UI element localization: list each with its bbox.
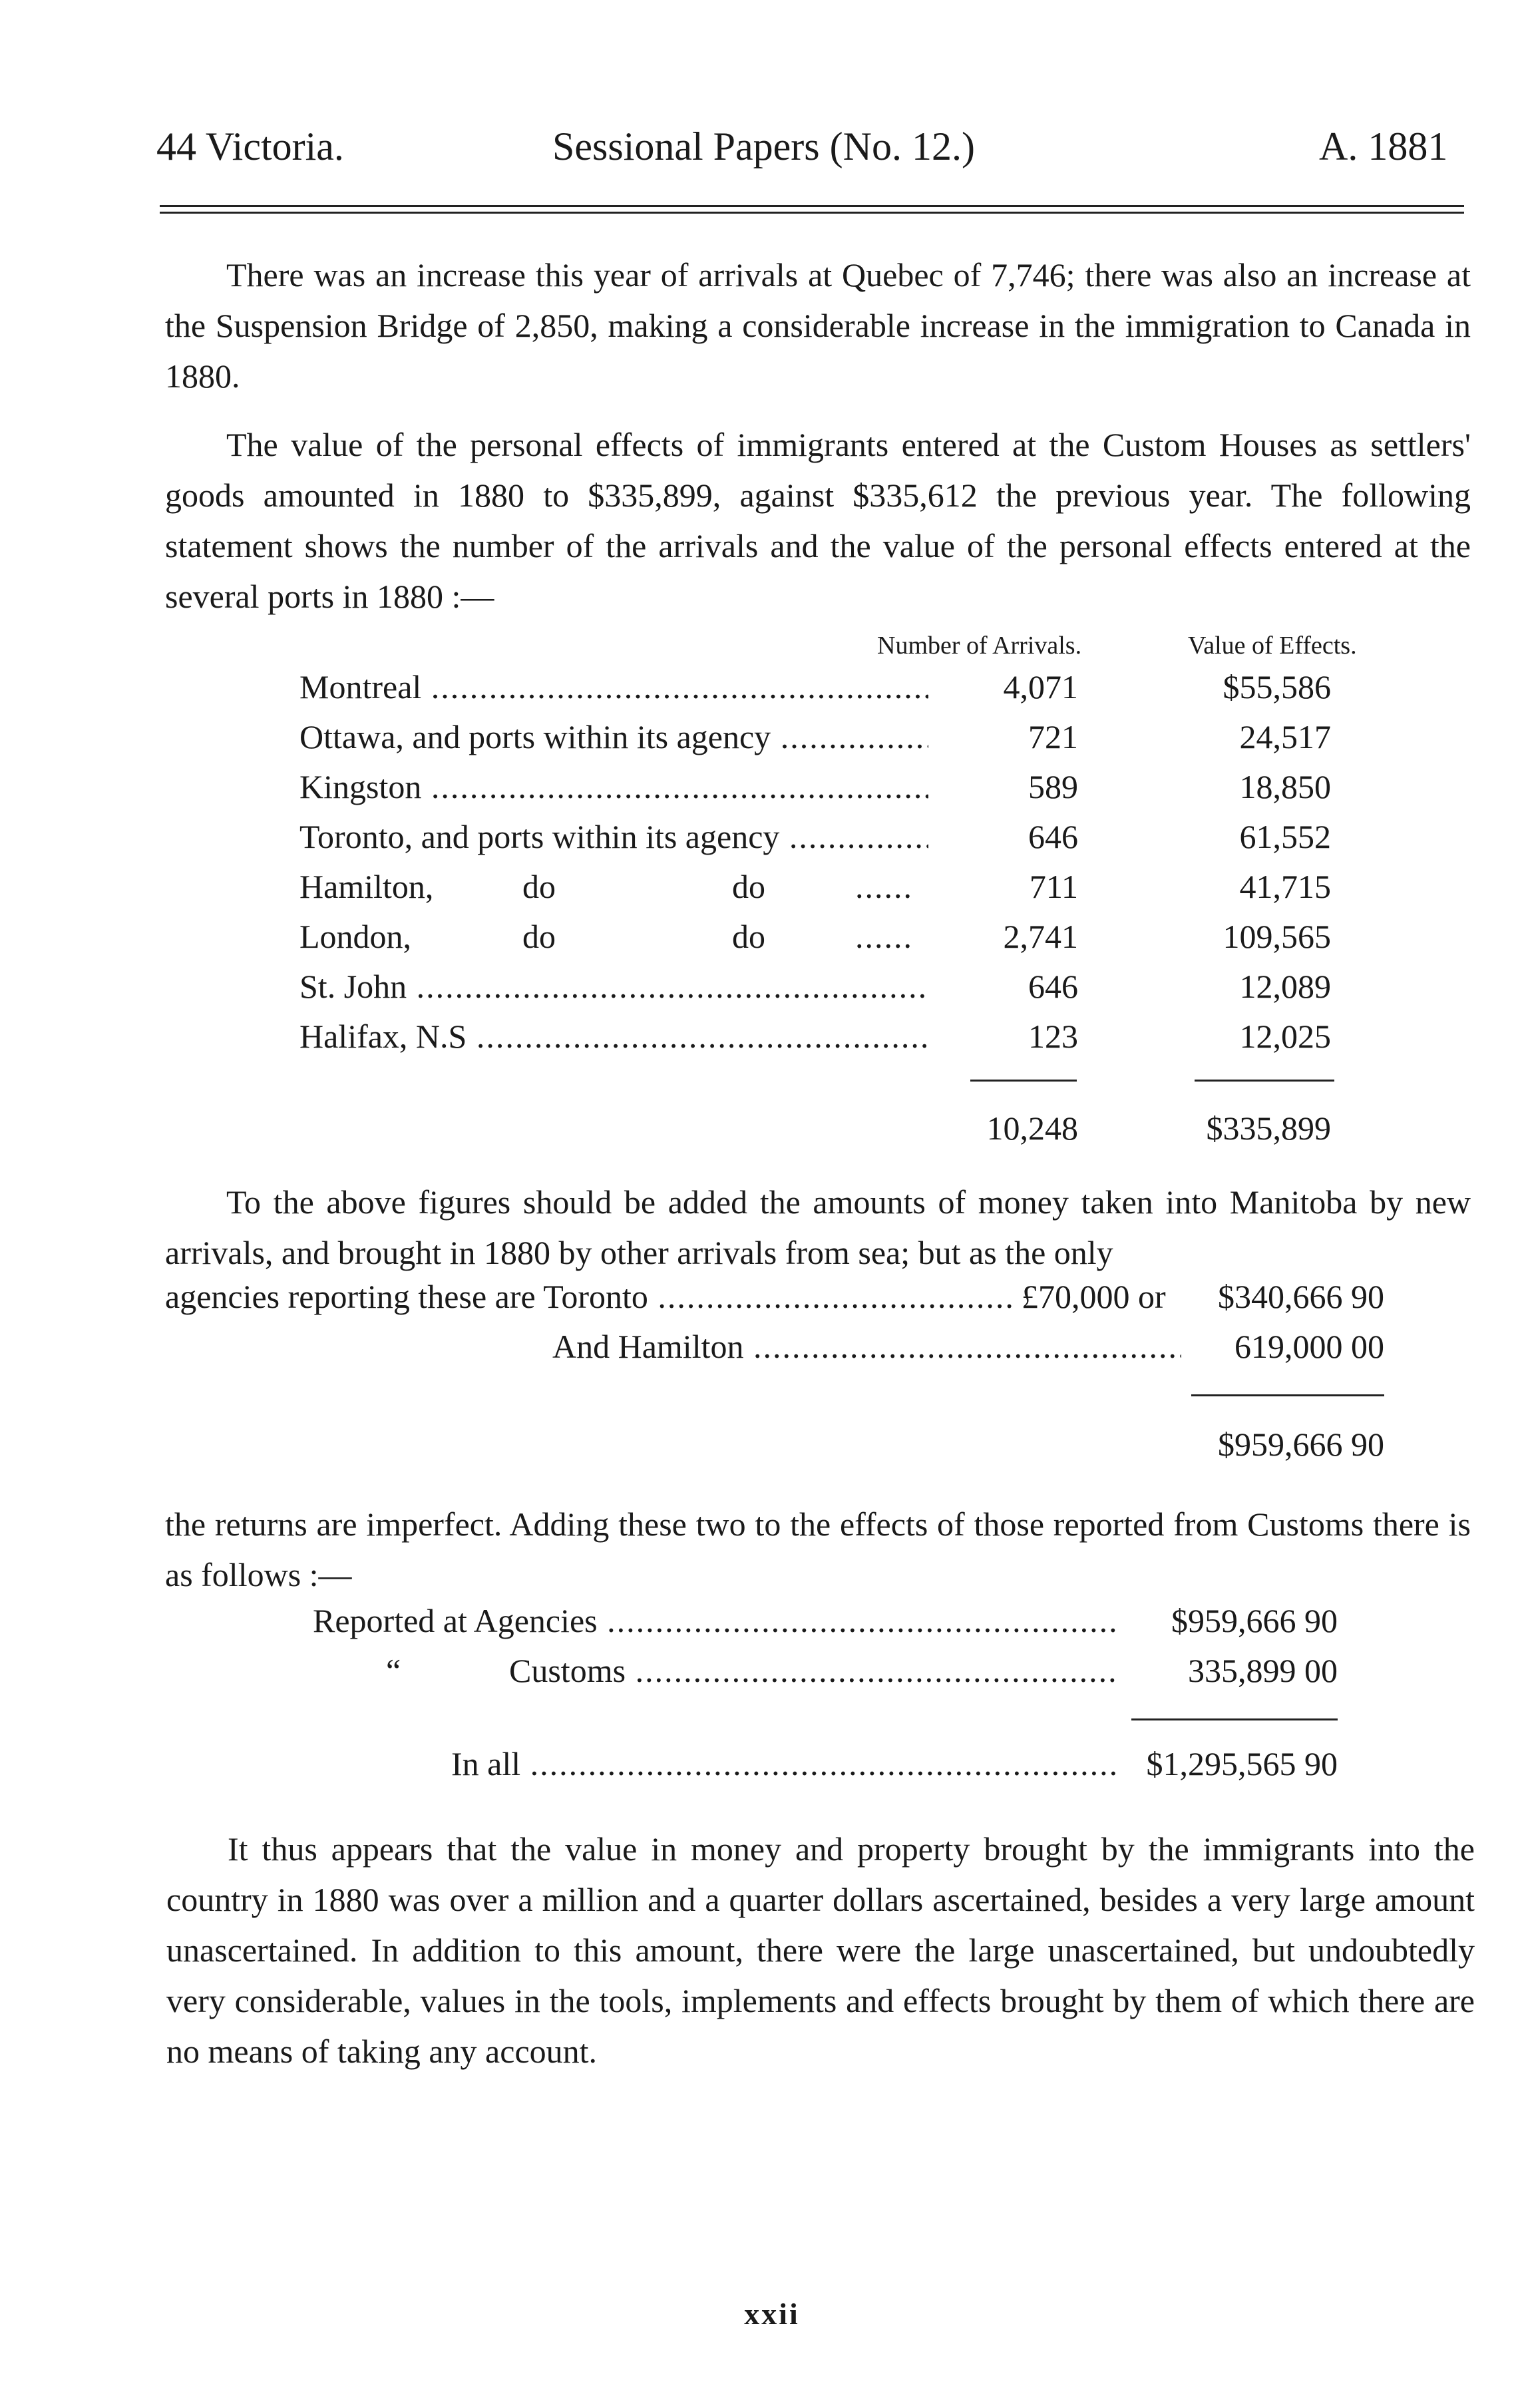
arrivals-cell: 4,071	[1003, 668, 1078, 705]
header-center: Sessional Papers (No. 12.)	[552, 124, 975, 168]
arrivals-sum-rule	[970, 1080, 1077, 1082]
value-cell: 12,025	[1239, 1018, 1331, 1055]
value-sum-rule	[1195, 1080, 1334, 1082]
summary-agencies-value: $959,666 90	[1171, 1602, 1338, 1639]
port-name: Kingston .....	[299, 767, 928, 807]
port-name: London,	[299, 918, 412, 955]
arrivals-cell: 2,741	[1003, 918, 1078, 955]
arrivals-cell: 646	[1028, 968, 1078, 1005]
header-rule-bottom	[160, 212, 1464, 214]
value-cell: 24,517	[1239, 718, 1331, 755]
summary-total-value: $1,295,565 90	[1146, 1745, 1338, 1782]
ditto-mark: do	[522, 868, 556, 905]
paragraph-3-text: To the above figures should be added the amounts of money taken into Manitoba by new arrivals, and brought in 1880 by other arrivals from sea; but as the only	[165, 1183, 1471, 1271]
value-cell: 61,552	[1239, 818, 1331, 855]
arrivals-cell: 123	[1028, 1018, 1078, 1055]
paragraph-2-text: The value of the personal effects of immigrants entered at the Custom Houses as settlers' goods amounted in 1880 to $335,899, against $335,612 the previous year. The following statement shows the number of the arrivals and the value of the personal effects entered at the several ports in 1880 :—	[165, 426, 1471, 615]
header-rule-top	[160, 205, 1464, 207]
agencies-total: $959,666 90	[1218, 1426, 1384, 1463]
header-right: A. 1881	[1319, 124, 1448, 168]
agencies-toronto-value: $340,666 90	[1218, 1278, 1384, 1315]
arrivals-cell: 721	[1028, 718, 1078, 755]
summary-customs-label: Customs .....	[509, 1651, 1118, 1691]
header-left: 44 Victoria.	[156, 124, 344, 168]
ditto-mark: do	[732, 868, 765, 905]
paragraph-3	[165, 1177, 1471, 1278]
value-cell: $55,586	[1223, 668, 1331, 705]
paragraph-5-text: It thus appears that the value in money and property brought by the immigrants into the country in 1880 was over a million and a quarter dollars ascertained, besides a very large amount unascertained. In addition to this amount, there were the large unascertained, but undoubtedly very considerable, values in the tools, implements and effects brought by them of which there are no means of taking any account.	[166, 1830, 1475, 2070]
paragraph-1	[165, 250, 1471, 401]
column-header-value: Value of Effects.	[1188, 632, 1357, 660]
port-name: Halifax, N.S .....	[299, 1016, 928, 1056]
arrivals-cell: 711	[1029, 868, 1078, 905]
arrivals-cell: 589	[1028, 768, 1078, 805]
value-cell: 18,850	[1239, 768, 1331, 805]
paragraph-4	[165, 1499, 1471, 1600]
agencies-label: agencies reporting these are Toronto .....	[165, 1277, 1017, 1316]
agencies-pounds: £70,000 or	[1022, 1278, 1166, 1315]
summary-sum-rule	[1131, 1718, 1338, 1720]
hamilton-label: And Hamilton .....	[552, 1326, 1181, 1366]
port-name: Montreal .....	[299, 667, 928, 707]
paragraph-1-text: There was an increase this year of arrivals at Quebec of 7,746; there was also an increase at the Suspension Bridge of 2,850, making a considerable increase in the immigration to Canada in 1880.	[165, 256, 1471, 395]
dot-leader: ......	[855, 868, 913, 905]
ditto-mark: “	[386, 1652, 401, 1689]
summary-agencies-label: Reported at Agencies .....	[313, 1601, 1118, 1641]
ditto-mark: do	[732, 918, 765, 955]
port-name: Toronto, and ports within its agency .....	[299, 817, 928, 857]
agencies-sum-rule	[1191, 1394, 1384, 1396]
ditto-mark: do	[522, 918, 556, 955]
paragraph-4-text: the returns are imperfect. Adding these two to the effects of those reported from Customs there is as follows :—	[165, 1505, 1471, 1593]
total-arrivals: 10,248	[986, 1109, 1078, 1147]
dot-leader: ......	[855, 918, 913, 955]
total-value: $335,899	[1206, 1109, 1331, 1147]
agencies-hamilton-value: 619,000 00	[1234, 1328, 1384, 1365]
paragraph-2	[165, 419, 1471, 622]
port-name: St. John .....	[299, 966, 928, 1006]
port-name: Ottawa, and ports within its agency .....	[299, 717, 928, 757]
paragraph-5	[166, 1824, 1475, 2077]
value-cell: 12,089	[1239, 968, 1331, 1005]
column-header-arrivals: Number of Arrivals.	[877, 632, 1082, 660]
page-number: xxii	[744, 2297, 800, 2331]
arrivals-cell: 646	[1028, 818, 1078, 855]
port-name: Hamilton,	[299, 868, 434, 905]
value-cell: 109,565	[1223, 918, 1331, 955]
summary-customs-value: 335,899 00	[1188, 1652, 1338, 1689]
value-cell: 41,715	[1239, 868, 1331, 905]
summary-total-label: In all .....	[451, 1744, 1118, 1784]
